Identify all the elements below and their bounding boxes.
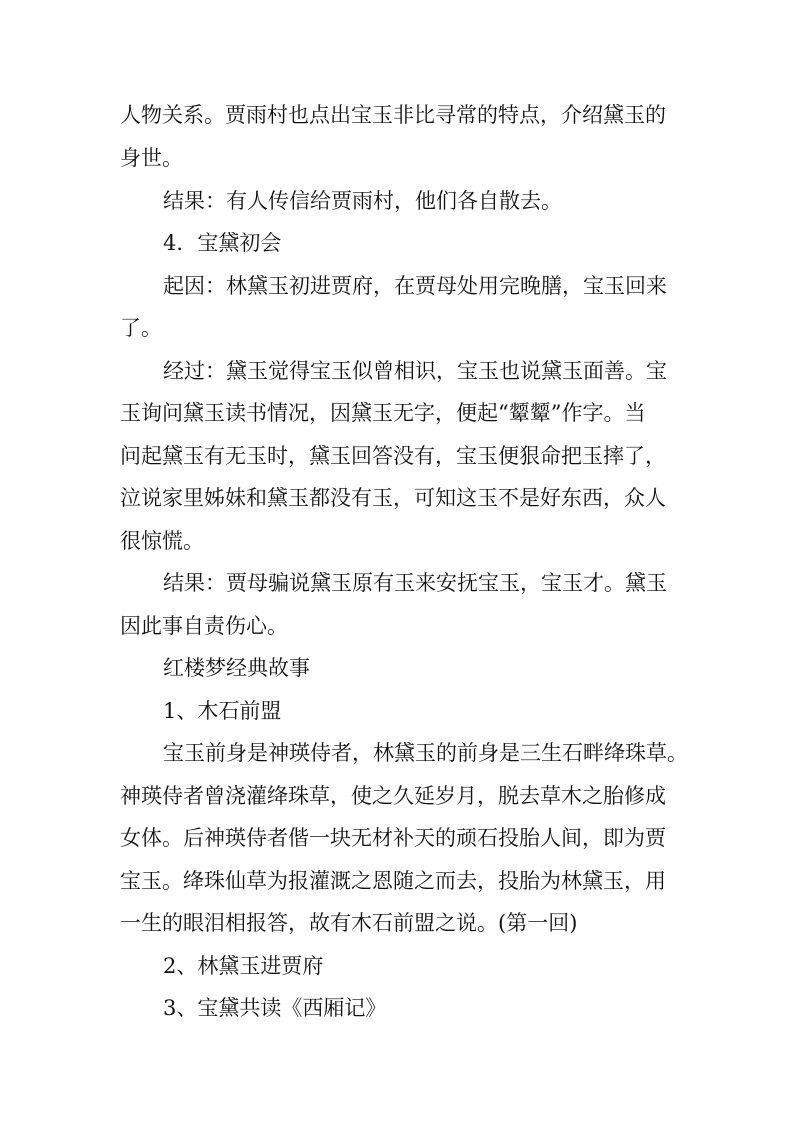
text-line-17: 神瑛侍者曾浇灌绛珠草，使之久延岁月，脱去草木之胎修成	[120, 784, 666, 808]
text-line-3: 结果：有人传信给贾雨村，他们各自散去。	[163, 189, 562, 213]
text-line-18: 女体。后神瑛侍者偕一块无材补天的顽石投胎人间，即为贾	[120, 826, 666, 850]
text-line-5: 起因：林黛玉初进贾府，在贾母处用完晚膳，宝玉回来	[163, 274, 667, 298]
text-line-1: 人物关系。贾雨村也点出宝玉非比寻常的特点，介绍黛玉的	[120, 103, 666, 127]
text-line-2: 身世。	[120, 146, 183, 170]
story-heading-1: 1、木石前盟	[163, 699, 282, 723]
text-line-10: 泣说家里姊妹和黛玉都没有玉，可知这玉不是好东西，众人	[120, 486, 666, 510]
text-line-20: 一生的眼泪相报答，故有木石前盟之说。(第一回)	[120, 911, 578, 935]
text-line-6: 了。	[120, 316, 162, 340]
text-line-13: 因此事自责伤心。	[120, 614, 288, 638]
section-heading-4: 4．宝黛初会	[163, 231, 282, 255]
text-line-9: 问起黛玉有无玉时，黛玉回答没有，宝玉便狠命把玉摔了，	[120, 444, 666, 468]
text-line-7: 经过：黛玉觉得宝玉似曾相识，宝玉也说黛玉面善。宝	[163, 359, 667, 383]
text-line-16: 宝玉前身是神瑛侍者，林黛玉的前身是三生石畔绛珠草。	[163, 741, 688, 765]
text-line-8: 玉询问黛玉读书情况，因黛玉无字，便起“颦颦”作字。当	[120, 401, 646, 425]
text-line-11: 很惊慌。	[120, 529, 204, 553]
story-heading-2: 2、林黛玉进贾府	[163, 954, 324, 978]
section-title: 红楼梦经典故事	[163, 656, 310, 680]
text-line-12: 结果：贾母骗说黛玉原有玉来安抚宝玉，宝玉才。黛玉	[163, 571, 667, 595]
story-heading-3: 3、宝黛共读《西厢记》	[163, 996, 387, 1020]
text-line-19: 宝玉。绛珠仙草为报灌溉之恩随之而去，投胎为林黛玉，用	[120, 869, 666, 893]
